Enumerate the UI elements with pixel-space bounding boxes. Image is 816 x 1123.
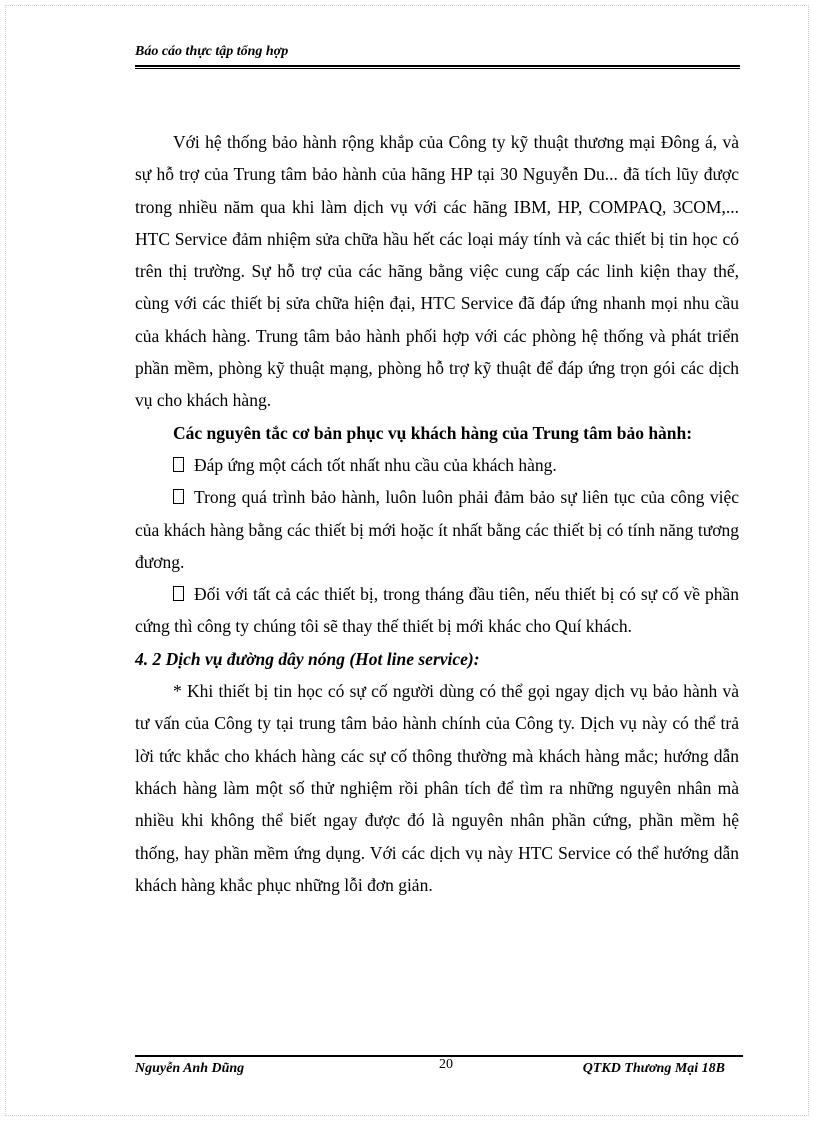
bullet-item <box>135 578 739 643</box>
checkbox-bullet-icon <box>173 489 184 504</box>
paragraph-hotline: * Khi thiết bị tin học có sự cố người dùng có thể gọi ngay dịch vụ bảo hành và tư vấn của Công ty tại trung tâm bảo hành chính của Công ty. Dịch vụ này có thể trả lời tức khắc cho khách hàng các sự cố thông thường mà khách hàng mắc; hướng dẫn khách hàng làm một số thử nghiệm rồi phân tích để tìm ra những nguyên nhân mà nhiều khi không thể biết ngay được đó là nguyên nhân phần cứng, phần mềm hệ thống, hay phần mềm ứng dụng. Với các dịch vụ này HTC Service có thể hướng dẫn khách hàng khắc phục những lỗi đơn giản. <box>135 681 739 895</box>
paragraph-warranty: Với hệ thống bảo hành rộng khắp của Công ty kỹ thuật thương mại Đông á, và sự hỗ trợ của Trung tâm bảo hành của hãng HP tại 30 Nguyễn Du... đã tích lũy được trong nhiều năm qua khi làm dịch vụ với các hãng IBM, HP, COMPAQ, 3COM,... HTC Service đảm nhiệm sửa chữa hầu hết các loại máy tính và các thiết bị tin học có trên thị trường. Sự hỗ trợ của các hãng bằng việc cung cấp các linh kiện thay thế, cùng với các thiết bị sửa chữa hiện đại, HTC Service đã đáp ứng nhanh mọi nhu cầu của khách hàng. Trung tâm bảo hành phối hợp với các phòng hệ thống và phát triển phần mềm, phòng kỹ thuật mạng, phòng hỗ trợ kỹ thuật để đáp ứng trọn gói các dịch vụ cho khách hàng. <box>135 132 739 411</box>
checkbox-bullet-icon <box>173 457 184 472</box>
bullet-text: Đối với tất cả các thiết bị, trong tháng đầu tiên, nếu thiết bị có sự cố về phần cứng thì công ty chúng tôi sẽ thay thế thiết bị mới khác cho Quí khách. <box>135 584 739 637</box>
bullet-text: Trong quá trình bảo hành, luôn luôn phải đảm bảo sự liên tục của công việc của khách hàng bằng các thiết bị mới hoặc ít nhất bằng các thiết bị có tính năng tương đương. <box>135 487 739 572</box>
header-rule-thin <box>135 68 740 69</box>
header-rule <box>135 65 740 67</box>
bullet-item <box>135 449 739 481</box>
footer-class: QTKD Thương Mại 18B <box>582 1061 725 1076</box>
bullet-item <box>135 481 739 578</box>
page-number: 20 <box>439 1057 453 1072</box>
checkbox-bullet-icon <box>173 586 184 601</box>
footer-author: Nguyễn Anh Dũng <box>135 1061 245 1076</box>
section-heading: 4. 2 Dịch vụ đường dây nóng (Hot line service): <box>135 648 480 669</box>
document-body <box>135 126 739 901</box>
bullet-text: Đáp ứng một cách tốt nhất nhu cầu của khách hàng. <box>194 454 557 475</box>
principles-heading: Các nguyên tắc cơ bản phục vụ khách hàng của Trung tâm bảo hành: <box>173 422 693 443</box>
page-header: Báo cáo thực tập tổng hợp <box>135 44 289 59</box>
